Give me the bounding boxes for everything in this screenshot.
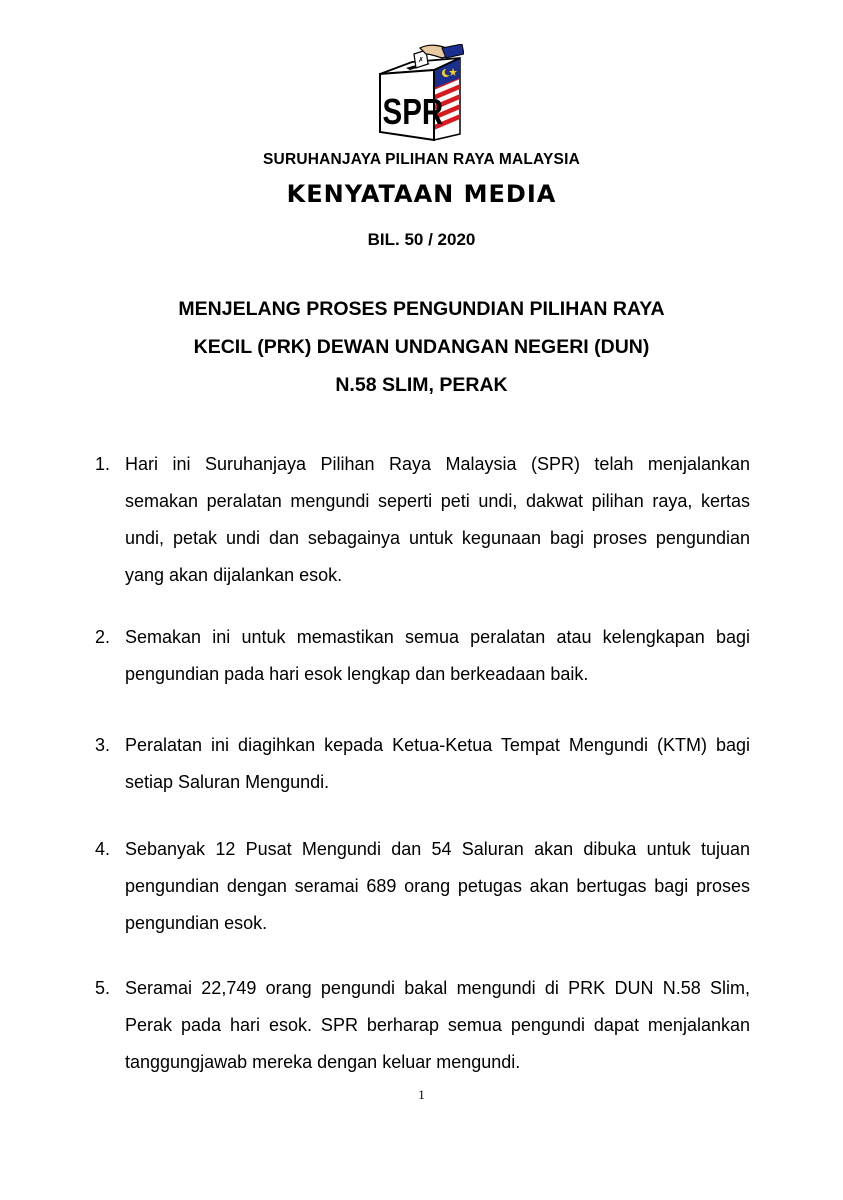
organization-name: SURUHANJAYA PILIHAN RAYA MALAYSIA (263, 151, 580, 168)
page-number: 1 (418, 1087, 425, 1102)
document-type-title: KENYATAAN MEDIA (286, 180, 557, 208)
paragraph-number: 5. (95, 978, 111, 998)
paragraph-text: Sebanyak 12 Pusat Mengundi dan 54 Saluran akan dibuka untuk tujuan pengundian dengan seramai 689 orang petugas akan bertugas bagi proses pengundian esok. (125, 839, 750, 933)
paragraph-item (95, 831, 750, 942)
paragraph-item (95, 970, 750, 1081)
headline-line: KECIL (PRK) DEWAN UNDANGAN NEGERI (DUN) (193, 336, 650, 358)
svg-text:✗: ✗ (418, 56, 424, 64)
paragraph-item (95, 446, 750, 594)
ballot-box-logo-icon (376, 44, 464, 142)
paragraph-number: 4. (95, 839, 111, 859)
paragraph-number: 3. (95, 735, 111, 755)
paragraph-item (95, 727, 750, 801)
paragraph-text: Peralatan ini diagihkan kepada Ketua-Ketua Tempat Mengundi (KTM) bagi setiap Saluran Mengundi. (125, 735, 750, 792)
paragraph-text: Hari ini Suruhanjaya Pilihan Raya Malaysia (SPR) telah menjalankan semakan peralatan mengundi seperti peti undi, dakwat pilihan raya, kertas undi, petak undi dan sebagainya untuk kegunaan bagi proses pengundian yang akan dijalankan esok. (125, 454, 750, 585)
paragraph-number: 2. (95, 627, 111, 647)
document-number: BIL. 50 / 2020 (367, 230, 476, 249)
svg-text:SPR: SPR (382, 91, 444, 132)
press-release-headline (0, 295, 843, 409)
headline-line: MENJELANG PROSES PENGUNDIAN PILIHAN RAYA (178, 298, 665, 320)
paragraph-item (95, 619, 750, 693)
paragraph-number: 1. (95, 454, 111, 474)
paragraph-text: Semakan ini untuk memastikan semua peralatan atau kelengkapan bagi pengundian pada hari esok lengkap dan berkeadaan baik. (125, 627, 750, 684)
paragraph-text: Seramai 22,749 orang pengundi bakal mengundi di PRK DUN N.58 Slim, Perak pada hari esok. SPR berharap semua pengundi dapat menjalankan tanggungjawab mereka dengan keluar mengundi. (125, 978, 750, 1072)
headline-line: N.58 SLIM, PERAK (335, 374, 508, 396)
